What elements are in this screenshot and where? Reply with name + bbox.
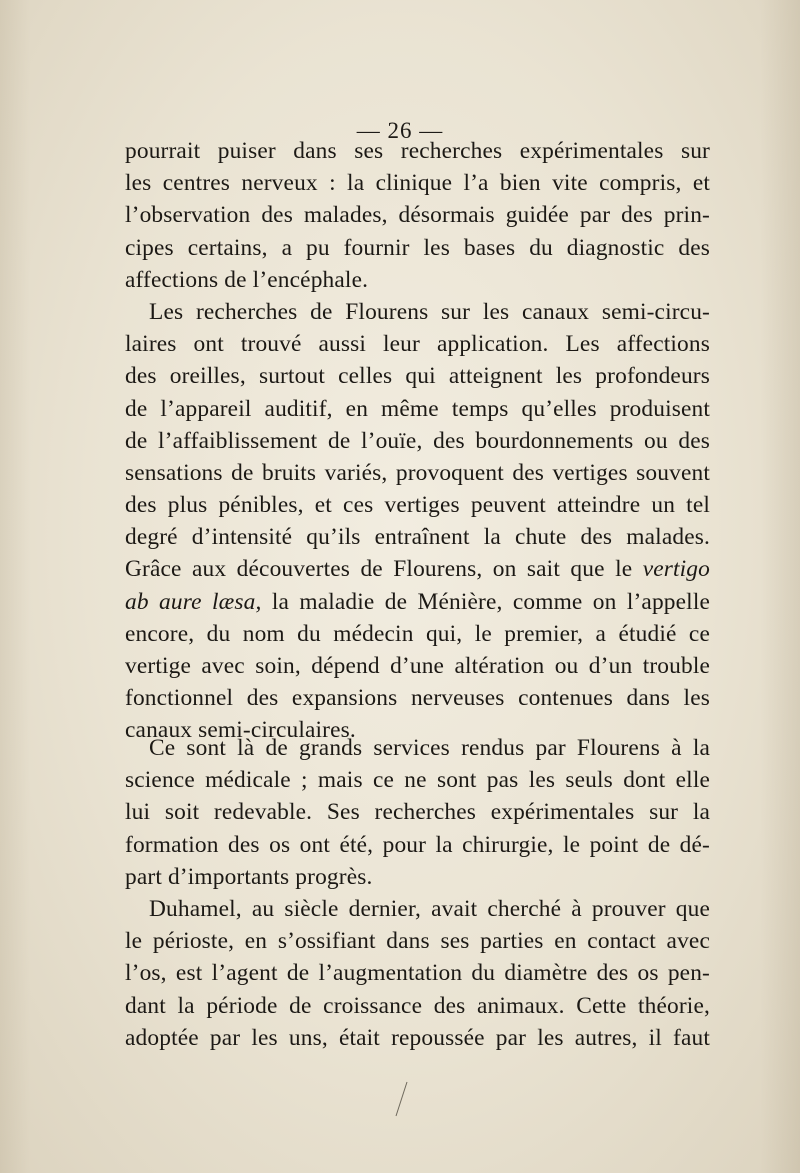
text-line: pourrait puiser dans ses recherches expérimentales sur <box>125 138 710 164</box>
text-line: fonctionnel des expansions nerveuses contenues dans les <box>125 685 710 712</box>
text-run: Grâce aux découvertes de Flourens, on sait que le <box>125 556 643 583</box>
text-line: cipes certains, a pu fournir les bases du diagnostic des <box>125 234 710 261</box>
text-line: le périoste, en s’ossifiant dans ses parties en contact avec <box>125 928 710 955</box>
text-line: Les recherches de Flourens sur les canaux semi-circu- <box>149 298 710 325</box>
text-line-mixed <box>125 586 710 618</box>
pencil-mark <box>392 1078 412 1118</box>
text-line: part d’importants progrès. <box>125 863 373 890</box>
text-line: vertige avec soin, dépend d’une altération ou d’un trouble <box>125 653 710 679</box>
text-line: l’observation des malades, désormais guidée par des prin- <box>125 202 710 229</box>
text-line: adoptée par les uns, était repoussée par les autres, il faut <box>125 1024 710 1051</box>
text-line: degré d’intensité qu’ils entraînent la chute des malades. <box>125 524 710 551</box>
page-number: — 26 — <box>356 118 444 143</box>
text-line: Ce sont là de grands services rendus par Flourens à la <box>149 735 710 761</box>
text-line: l’os, est l’agent de l’augmentation du diamètre des os pen- <box>125 960 710 987</box>
text-line: Duhamel, au siècle dernier, avait cherché à prouver que <box>149 895 710 922</box>
text-line: de l’affaiblissement de l’ouïe, des bourdonnements ou des <box>125 427 710 454</box>
text-line: affections de l’encéphale. <box>125 266 369 293</box>
text-line: canaux semi-circulaires. <box>125 717 356 744</box>
text-line: de l’appareil auditif, en même temps qu’elles produisent <box>125 395 710 422</box>
text-block-lower <box>125 732 710 1054</box>
text-line: laires ont trouvé aussi leur application. Les affections <box>125 331 710 358</box>
text-line: formation des os ont été, pour la chirurgie, le point de dé- <box>125 831 710 858</box>
page-edge-shadow-right <box>760 0 800 1173</box>
text-line: encore, du nom du médecin qui, le premier, a étudié ce <box>125 620 710 647</box>
text-line: science médicale ; mais ce ne sont pas les seuls dont elle <box>125 767 710 794</box>
text-line: des oreilles, surtout celles qui atteignent les profondeurs <box>125 363 710 390</box>
latin-italic-term: vertigo <box>642 556 710 583</box>
text-block-upper <box>125 135 710 747</box>
latin-italic-term: ab aure læsa, <box>125 588 262 615</box>
text-line-mixed <box>125 553 710 585</box>
text-line: sensations de bruits variés, provoquent des vertiges souvent <box>125 459 710 486</box>
page-edge-shadow-left <box>0 0 30 1173</box>
text-line: des plus pénibles, et ces vertiges peuvent atteindre un tel <box>125 492 710 519</box>
text-line: dant la période de croissance des animaux. Cette théorie, <box>125 992 710 1019</box>
text-run: la maladie de Ménière, comme on l’appelle <box>261 588 710 615</box>
text-line: lui soit redevable. Ses recherches expérimentales sur la <box>125 799 710 826</box>
text-line: les centres nerveux : la clinique l’a bien vite compris, et <box>125 170 710 197</box>
